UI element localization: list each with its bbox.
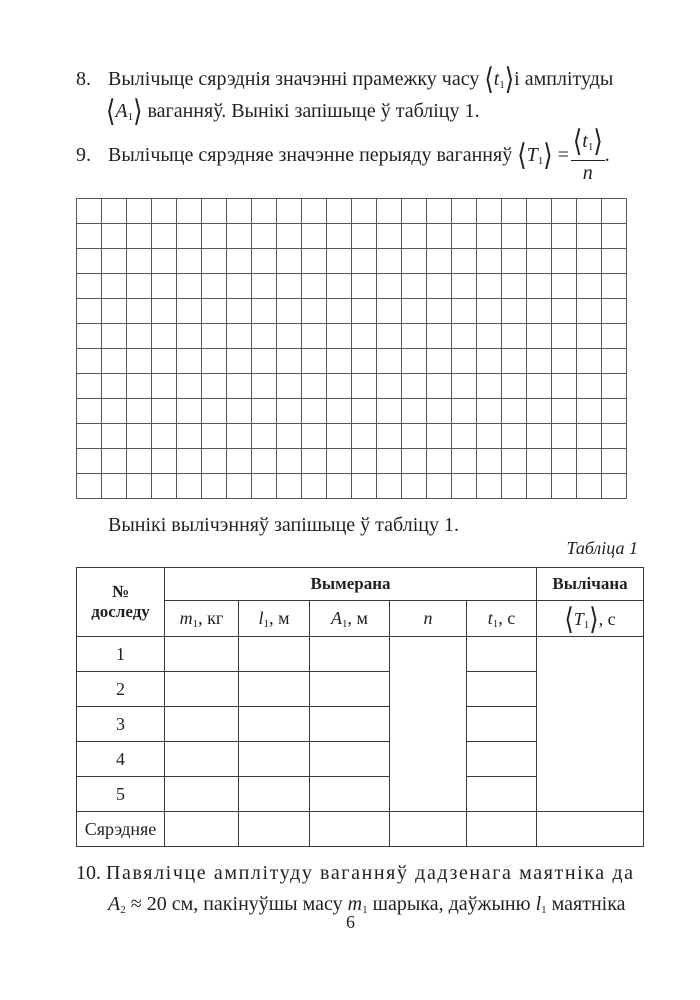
average-label: Сярэдняе <box>77 812 165 847</box>
row-number: 1 <box>77 637 165 672</box>
cell-avg-a1[interactable] <box>310 812 390 847</box>
results-table <box>76 567 644 847</box>
table-row-average <box>77 812 644 847</box>
item-9-line <box>108 123 610 186</box>
cell-a1[interactable] <box>310 707 390 742</box>
header-l1: $l_1$, м <box>239 601 310 637</box>
cell-a1[interactable] <box>310 742 390 777</box>
cell-n-merged[interactable] <box>390 637 467 812</box>
item-8-tail: і амплітуды <box>514 68 614 90</box>
item-10-line-2: $A_2 \approx 20$ см, пакінуўшы масу $m_1$ шарыка, даўжыню $l_1$ маятніка <box>108 893 626 916</box>
cell-a1[interactable] <box>310 637 390 672</box>
cell-l1[interactable] <box>239 777 310 812</box>
item-8-text: Вылічыце сярэднія значэнні прамежку часу <box>108 68 480 90</box>
cell-avg-t1-merged[interactable] <box>537 637 644 812</box>
item-10-number: 10. <box>76 862 101 884</box>
cell-l1[interactable] <box>239 672 310 707</box>
results-note: Вынікі вылічэнняў запішыце ў табліцу 1. <box>108 514 459 536</box>
cell-m1[interactable] <box>165 637 239 672</box>
table-row <box>77 637 644 672</box>
row-number: 3 <box>77 707 165 742</box>
cell-m1[interactable] <box>165 707 239 742</box>
item-9 <box>76 140 91 171</box>
item-8-number: 8. <box>76 68 91 90</box>
header-experiment-number: № доследу <box>77 568 165 637</box>
item-8-text-2: ваганняў. Вынікі запішыце ў табліцу 1. <box>147 100 480 122</box>
cell-t1[interactable] <box>467 672 537 707</box>
avg-t1-symbol: $⟨t_1⟩$ <box>484 61 515 97</box>
cell-t1[interactable] <box>467 777 537 812</box>
cell-avg-t1[interactable] <box>467 812 537 847</box>
header-a1: $A_1$, м <box>310 601 390 637</box>
cell-l1[interactable] <box>239 707 310 742</box>
header-m1: $m_1$, кг <box>165 601 239 637</box>
page-number: 6 <box>346 912 355 932</box>
header-measured: Вымерана <box>165 568 537 601</box>
cell-avg-m1[interactable] <box>165 812 239 847</box>
item-9-text: Вылічыце сярэдняе значэнне перыяду ваганняў <box>108 144 513 167</box>
period-formula: $⟨T_1⟩$ = $\frac{⟨t_1⟩}{n}$ . <box>517 123 610 184</box>
cell-m1[interactable] <box>165 742 239 777</box>
avg-a1-symbol: $⟨A_1⟩$ <box>106 93 143 129</box>
item-9-number: 9. <box>76 144 91 166</box>
cell-avg-l1[interactable] <box>239 812 310 847</box>
item-10-line-1 <box>76 858 635 889</box>
header-calculated: Вылічана <box>537 568 644 601</box>
row-number: 2 <box>77 672 165 707</box>
cell-t1[interactable] <box>467 637 537 672</box>
header-t1: $t_1$, с <box>467 601 537 637</box>
cell-m1[interactable] <box>165 672 239 707</box>
cell-l1[interactable] <box>239 742 310 777</box>
cell-a1[interactable] <box>310 672 390 707</box>
table-caption: Табліца 1 <box>566 538 638 558</box>
cell-t1[interactable] <box>467 742 537 777</box>
item-10-text: Павялічце амплітуду ваганняў дадзенага маятніка да <box>106 862 635 884</box>
item-8 <box>76 64 91 95</box>
cell-t1[interactable] <box>467 707 537 742</box>
row-number: 5 <box>77 777 165 812</box>
header-avg-t1: $⟨T_1⟩$, с <box>537 601 644 637</box>
cell-a1[interactable] <box>310 777 390 812</box>
graph-paper-grid <box>76 198 626 498</box>
row-number: 4 <box>77 742 165 777</box>
cell-m1[interactable] <box>165 777 239 812</box>
cell-avg-n[interactable] <box>390 812 467 847</box>
cell-l1[interactable] <box>239 637 310 672</box>
header-n: n <box>390 601 467 637</box>
cell-avg-period[interactable] <box>537 812 644 847</box>
